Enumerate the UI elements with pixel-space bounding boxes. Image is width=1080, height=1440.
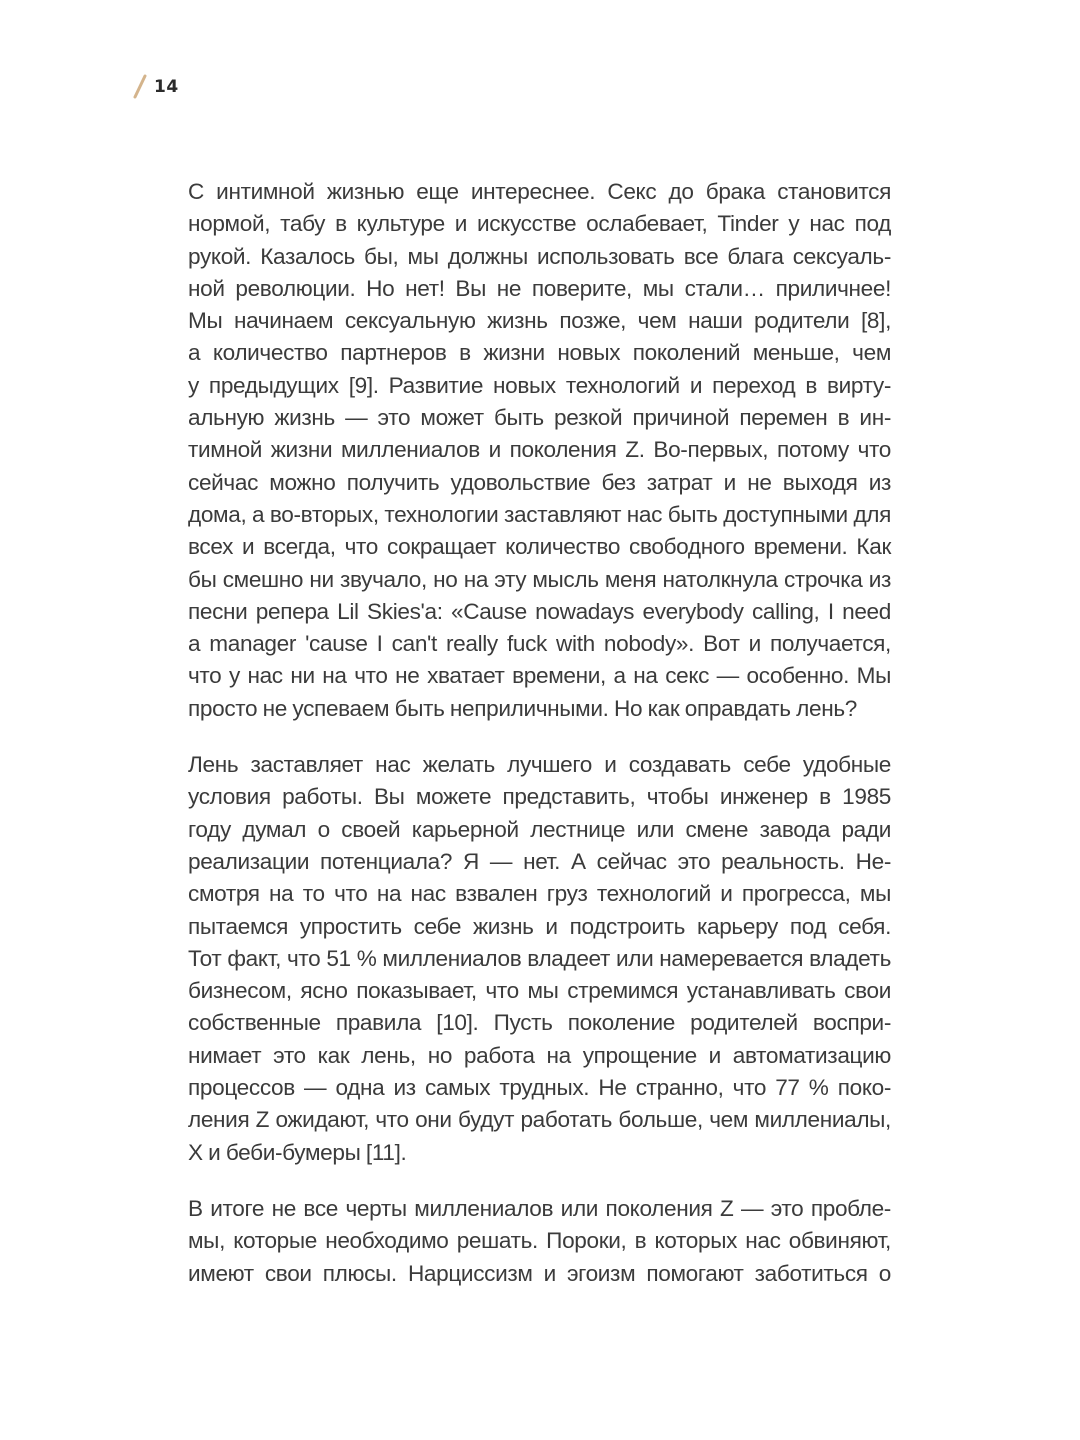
text-line: a manager 'cause I can't really fuck with nobody». Вот и получается, xyxy=(188,631,891,657)
slash-accent-icon xyxy=(132,72,148,102)
text-line: пытаемся упростить себе жизнь и подстроить карьеру под себя. xyxy=(188,913,891,939)
text-line: X и беби-бумеры [11]. xyxy=(188,1139,407,1165)
text-line: всех и всегда, что сокращает количество свободного времени. Как xyxy=(188,534,891,560)
paragraph-1 xyxy=(188,176,891,725)
text-line: В итоге не все черты миллениалов или поколения Z — это пробле- xyxy=(188,1195,891,1221)
text-line: у предыдущих [9]. Развитие новых технологий и переход в вирту- xyxy=(188,372,891,398)
text-line: условия работы. Вы можете представить, чтобы инженер в 1985 xyxy=(188,784,891,810)
paragraph-2 xyxy=(188,749,891,1169)
text-line: мы, которые необходимо решать. Пороки, в которых нас обвиняют, xyxy=(188,1228,891,1254)
body-text xyxy=(188,176,891,1290)
text-line: бы смешно ни звучало, но на эту мысль меня натолкнула строчка из xyxy=(188,566,891,592)
page-number: 14 xyxy=(154,77,179,97)
text-line: а количество партнеров в жизни новых поколений меньше, чем xyxy=(188,340,891,366)
text-line: имеют свои плюсы. Нарциссизм и эгоизм помогают заботиться о xyxy=(188,1260,891,1286)
text-line: сейчас можно получить удовольствие без затрат и не выходя из xyxy=(188,469,891,495)
text-line: ной революции. Но нет! Вы не поверите, мы стали… приличнее! xyxy=(188,275,891,301)
text-line: нимает это как лень, но работа на упрощение и автоматизацию xyxy=(188,1042,891,1068)
page-header xyxy=(132,72,179,102)
text-line: году думал о своей карьерной лестнице или смене завода ради xyxy=(188,816,891,842)
text-line: ления Z ожидают, что они будут работать больше, чем миллениалы, xyxy=(188,1107,891,1133)
text-line: дома, а во-вторых, технологии заставляют нас быть доступными для xyxy=(188,501,891,527)
text-line: тимной жизни миллениалов и поколения Z. Во-первых, потому что xyxy=(188,437,891,463)
text-line: нормой, табу в культуре и искусстве ослабевает, Tinder у нас под xyxy=(188,211,891,237)
text-line: песни репера Lil Skies'a: «Cause nowadays everybody calling, I need xyxy=(188,598,891,624)
text-line: Мы начинаем сексуальную жизнь позже, чем наши родители [8], xyxy=(188,308,891,334)
text-line: альную жизнь — это может быть резкой причиной перемен в ин- xyxy=(188,405,891,431)
text-line: смотря на то что на нас взвален груз технологий и прогресса, мы xyxy=(188,881,891,907)
text-line: процессов — одна из самых трудных. Не странно, что 77 % поко- xyxy=(188,1075,891,1101)
text-line: что у нас ни на что не хватает времени, а на секс — особенно. Мы xyxy=(188,663,891,689)
text-line: просто не успеваем быть неприличными. Но как оправдать лень? xyxy=(188,695,857,721)
text-line: собственные правила [10]. Пусть поколение родителей воспри- xyxy=(188,1010,891,1036)
text-line: С интимной жизнью еще интереснее. Секс до брака становится xyxy=(188,179,891,204)
text-line: Лень заставляет нас желать лучшего и создавать себе удобные xyxy=(188,752,891,778)
text-line: бизнесом, ясно показывает, что мы стремимся устанавливать свои xyxy=(188,978,891,1004)
paragraph-3 xyxy=(188,1193,891,1290)
text-line: реализации потенциала? Я — нет. А сейчас это реальность. Не- xyxy=(188,848,891,874)
text-line: Тот факт, что 51 % миллениалов владеет или намеревается владеть xyxy=(188,945,891,971)
text-line: рукой. Казалось бы, мы должны использовать все блага сексуаль- xyxy=(188,243,891,269)
